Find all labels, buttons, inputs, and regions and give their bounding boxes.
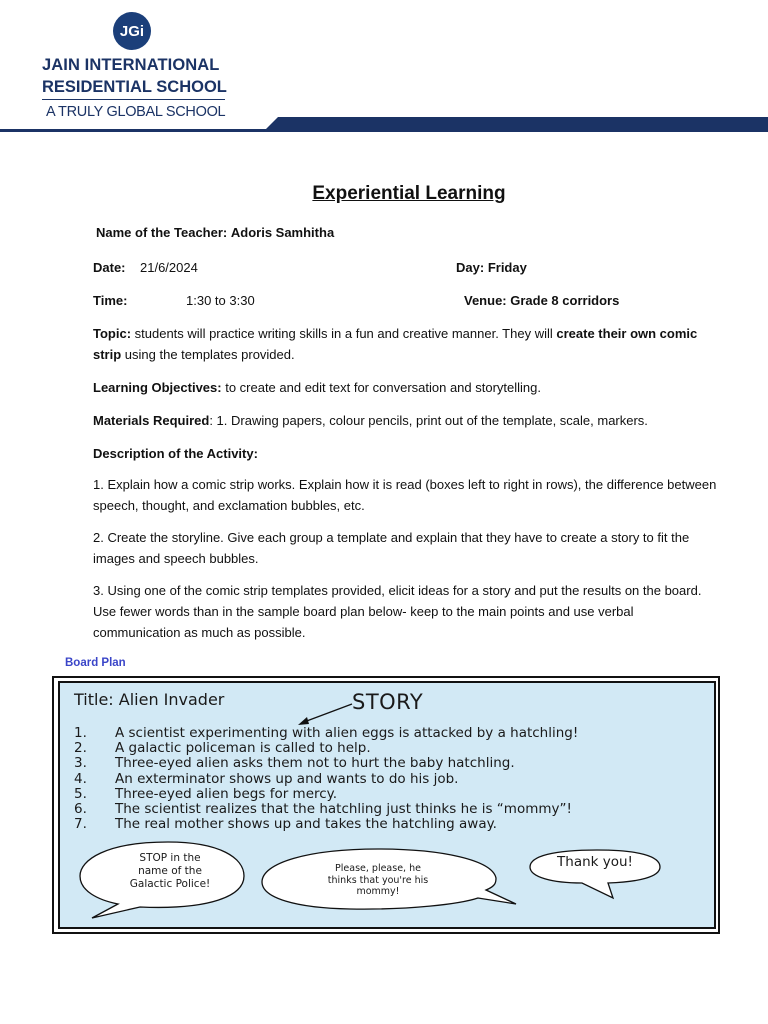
teacher-row [96, 225, 334, 240]
venue-value: Grade 8 corridors [510, 293, 620, 308]
date-value: 21/6/2024 [140, 260, 198, 275]
topic-label: Topic: [93, 326, 132, 341]
materials-paragraph: Materials Required: 1. Drawing papers, colour pencils, print out of the template, scale, markers. [93, 413, 648, 428]
venue-row: Venue: Grade 8 corridors [464, 293, 620, 308]
teacher-label: Name of the Teacher: [96, 225, 228, 240]
page-title: Experiential Learning [312, 183, 506, 204]
school-name-line2: RESIDENTIAL SCHOOL [42, 78, 227, 96]
description-heading: Description of the Activity: [93, 446, 258, 461]
school-name-line1: JAIN INTERNATIONAL [42, 56, 220, 74]
bubble-1-text: STOP in the name of the Galactic Police! [129, 852, 211, 890]
materials-label: Materials Required [93, 413, 210, 428]
story-list [74, 726, 578, 832]
story-word: STORY [352, 690, 424, 714]
teacher-value: Adoris Samhitha [230, 225, 335, 240]
day-row: Day: Friday [456, 260, 527, 275]
bubble-2-text: Please, please, he thinks that you're his mommy! [327, 863, 429, 897]
topic-emphasis: create their own comic strip [93, 326, 698, 362]
school-logo: JGi [113, 12, 151, 50]
header-band [0, 115, 768, 135]
date-label: Date: [93, 260, 126, 275]
board-title: Title: Alien Invader [74, 690, 225, 709]
board-plan-label: Board Plan [65, 657, 126, 669]
time-value: 1:30 to 3:30 [186, 293, 255, 308]
list-item: 1. A scientist experimenting with alien eggs is attacked by a hatchling! [74, 725, 579, 741]
day-value: Friday [487, 260, 527, 275]
objectives-label: Learning Objectives: [93, 380, 222, 395]
list-item: 2. A galactic policeman is called to help. [74, 740, 371, 757]
list-item: 3. Three-eyed alien asks them not to hurt the baby hatchling. [74, 755, 515, 772]
bubble-3-text: Thank you! [557, 854, 633, 870]
step-2: 2. Create the storyline. Give each group a template and explain that they have to create a story to fit the images and speech bubbles. [93, 530, 690, 566]
school-tagline: A TRULY GLOBAL SCHOOL [46, 104, 226, 120]
school-name-divider [42, 99, 225, 100]
step-3: 3. Using one of the comic strip templates provided, elicit ideas for a story and put the results on the board. Use fewer words than in the sample board plan below- keep to the main points and use verbal communication as much as possible. [93, 583, 702, 640]
list-item: 7. The real mother shows up and takes the hatchling away. [74, 816, 497, 833]
list-item: 6. The scientist realizes that the hatchling just thinks he is “mommy”! [74, 801, 572, 818]
objectives-paragraph: Learning Objectives: to create and edit text for conversation and storytelling. [93, 380, 541, 395]
list-item: 4. An exterminator shows up and wants to do his job. [74, 770, 459, 787]
list-item: 5. Three-eyed alien begs for mercy. [74, 785, 338, 802]
time-label: Time: [93, 293, 128, 308]
topic-paragraph: Topic: students will practice writing skills in a fun and creative manner. They will create their own comic strip using the templates provided. [93, 326, 698, 362]
step-1: 1. Explain how a comic strip works. Explain how it is read (boxes left to right in rows), the difference between speech, thought, and exclamation bubbles, etc. [93, 477, 717, 513]
